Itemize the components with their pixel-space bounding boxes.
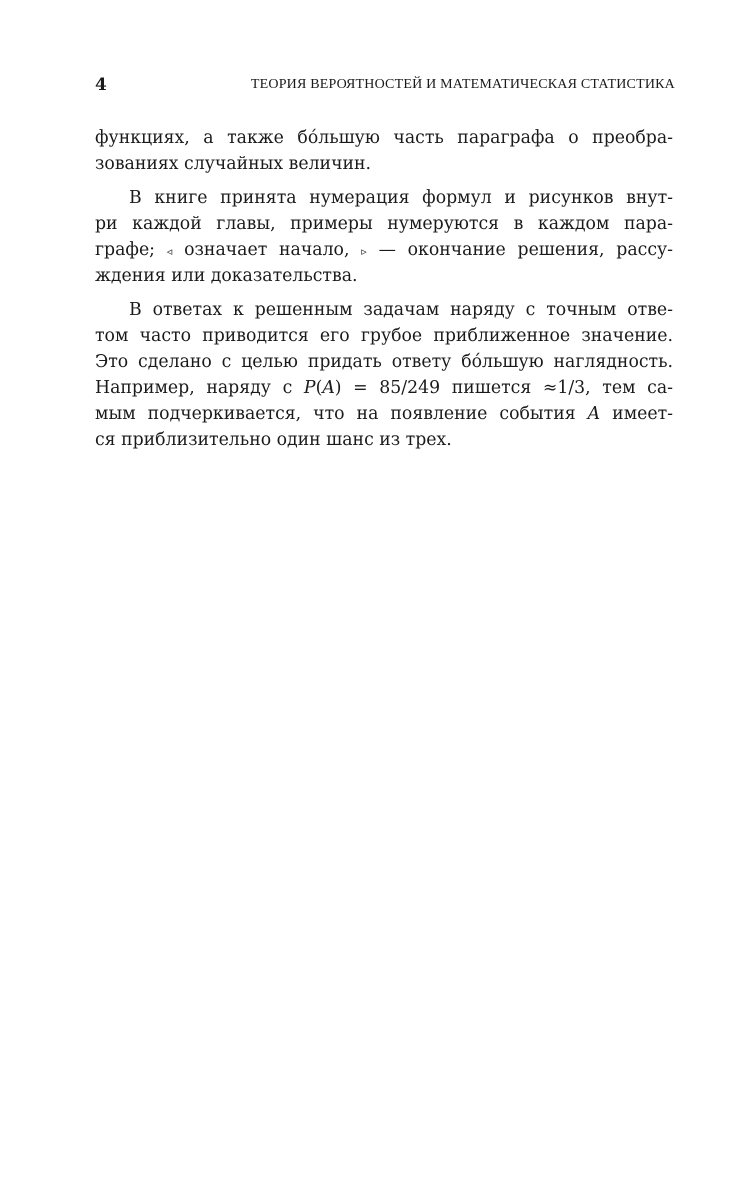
text-line (95, 237, 673, 263)
page-header (95, 73, 675, 97)
text-line: ся приблизительно один шанс из трех. (95, 430, 452, 450)
paragraph-gap (95, 177, 673, 185)
triangle-left-icon: ◃ (166, 245, 173, 258)
text-line (95, 375, 673, 401)
math-variable: A (322, 378, 335, 398)
text-line: ждения или доказательства. (95, 266, 358, 286)
text-fragment: мым подчеркивается, что на появление события (95, 404, 576, 424)
text-fragment: — окончание решения, рассу- (378, 240, 674, 260)
running-title: ТЕОРИЯ ВЕРОЯТНОСТЕЙ И МАТЕМАТИЧЕСКАЯ СТАТИСТИКА (250, 77, 675, 92)
text-fragment: имеет- (612, 404, 673, 424)
text-line (95, 401, 673, 427)
text-line: ри каждой главы, примеры нумеруются в каждом пара- (95, 214, 673, 234)
text-body (95, 125, 673, 453)
text-line: В книге принята нумерация формул и рисунков внут- (129, 188, 673, 208)
paragraph-gap (95, 289, 673, 297)
text-line: зованиях случайных величин. (95, 154, 372, 174)
text-line: функциях, а также бóльшую часть параграфа о преобра- (95, 128, 673, 148)
text-fragment: Например, наряду с (95, 378, 293, 398)
math-paren: ( (315, 378, 323, 398)
text-line: Это сделано с целью придать ответу бóльшую наглядность. (95, 352, 673, 372)
math-variable: P (303, 378, 316, 398)
text-fragment: графе; (95, 240, 155, 260)
text-line: том часто приводится его грубое приближенное значение. (95, 326, 673, 346)
page-number: 4 (95, 75, 107, 95)
text-line: В ответах к решенным задачам наряду с точным отве- (129, 300, 673, 320)
triangle-right-icon: ▹ (361, 245, 367, 258)
math-variable: A (587, 404, 601, 424)
text-fragment: означает начало, (184, 240, 350, 260)
text-fragment: ) = 85/249 пишется ≈1/3, тем са- (334, 378, 673, 398)
